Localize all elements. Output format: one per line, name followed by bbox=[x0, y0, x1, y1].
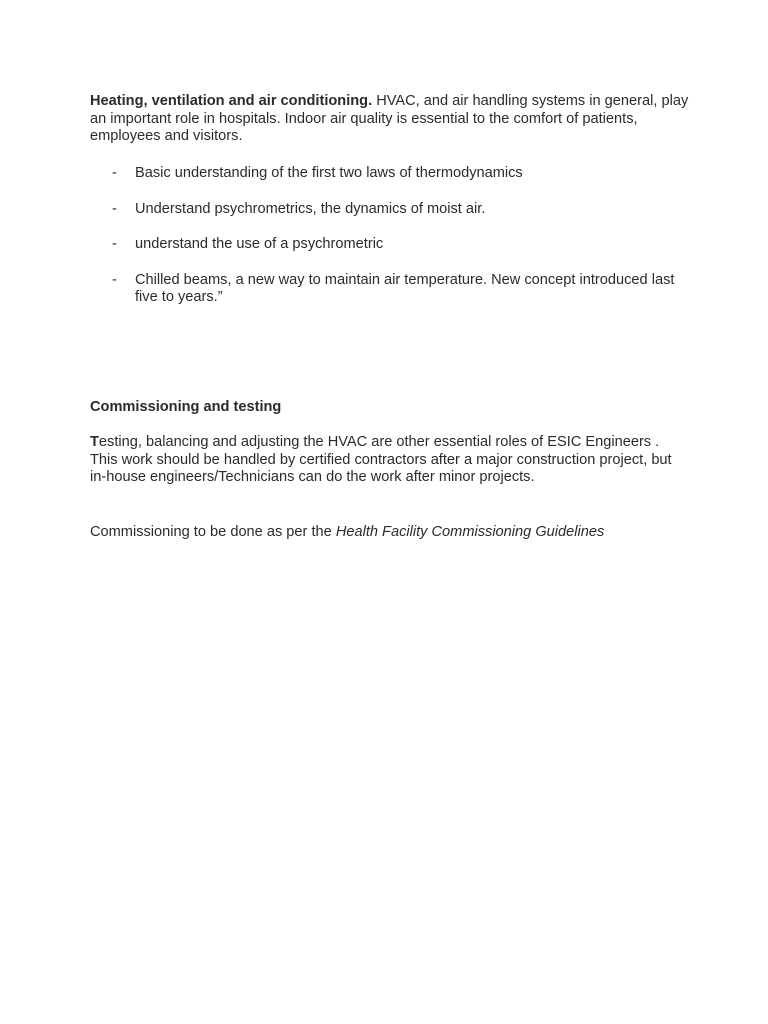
section-heading: Commissioning and testing bbox=[90, 399, 282, 415]
intro-paragraph bbox=[90, 93, 690, 146]
intro-lead: Heating, ventilation and air conditioning. bbox=[90, 93, 373, 109]
list-item-text: Understand psychrometrics, the dynamics of moist air. bbox=[135, 200, 486, 217]
intro-body: HVAC, and air handling systems in general, play an important role in hospitals. Indoor air quality is essential to the comfort of patients, employees and visitors. bbox=[90, 93, 689, 145]
list-item bbox=[90, 272, 690, 307]
list-item bbox=[90, 165, 690, 183]
paragraph-body: esting, balancing and adjusting the HVAC are other essential roles of ESIC Engineers . This work should be handled by certified contractors after a major construction project, but in-house engineers/Technicians can do the work after minor projects. bbox=[90, 434, 672, 486]
list-item-text: Chilled beams, a new way to maintain air temperature. New concept introduced last five to years.” bbox=[135, 271, 675, 306]
commissioning-text: Commissioning to be done as per the bbox=[90, 524, 336, 540]
bullet-dash: - bbox=[112, 271, 117, 288]
bullet-dash: - bbox=[112, 165, 117, 181]
list-item-text: understand the use of a psychrometric bbox=[135, 236, 384, 253]
bullet-dash: - bbox=[112, 236, 117, 253]
paragraph-initial: T bbox=[90, 434, 99, 450]
commissioning-paragraph bbox=[90, 524, 690, 542]
testing-paragraph bbox=[90, 434, 690, 487]
guidelines-title: Health Facility Commissioning Guidelines bbox=[335, 524, 605, 540]
list-item bbox=[90, 236, 690, 254]
bullet-dash: - bbox=[112, 200, 117, 217]
list-item bbox=[90, 201, 690, 219]
list-item-text: Basic understanding of the first two laws of thermodynamics bbox=[135, 165, 523, 181]
bullet-list bbox=[90, 165, 690, 307]
